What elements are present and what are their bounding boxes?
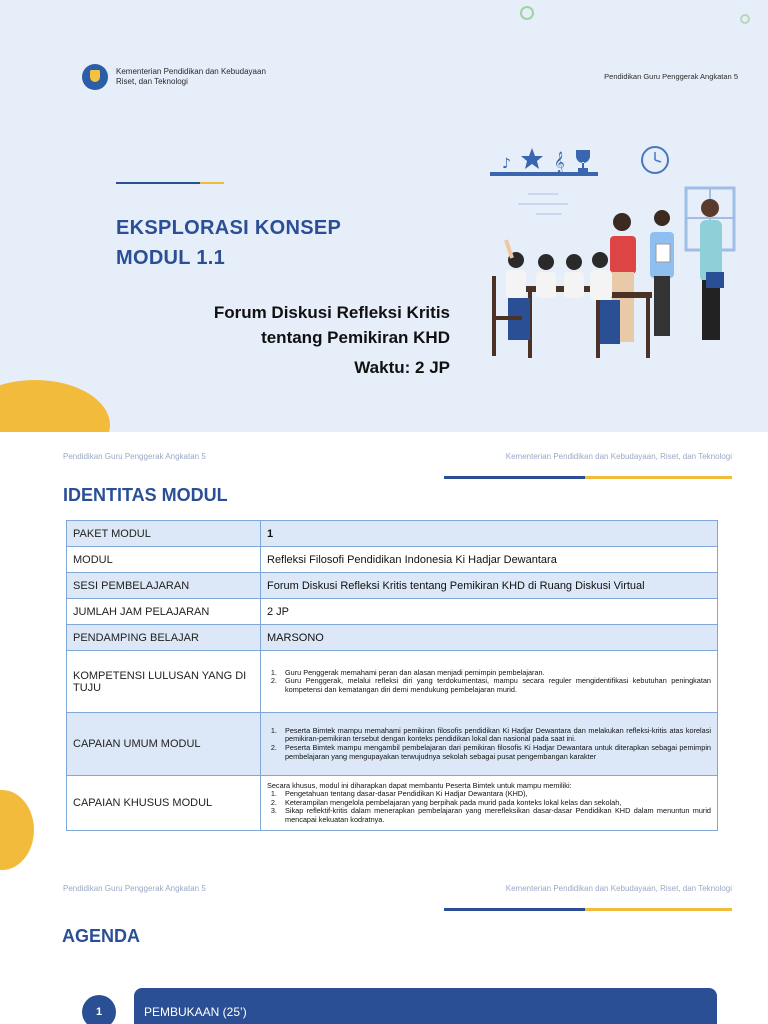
- star-trophy-icon: [521, 148, 543, 169]
- student-girl-icon: [613, 213, 631, 231]
- capaian-khusus-intro: Secara khusus, modul ini diharapkan dapat membantu Peserta Bimtek untuk mampu memiliki:: [267, 780, 572, 790]
- brick-wall-icon: [518, 194, 568, 214]
- teacher-icon: [701, 199, 719, 217]
- identitas-heading: IDENTITAS MODUL: [63, 485, 228, 505]
- note-icon: ♪: [502, 156, 511, 172]
- list-item: 1. Guru Penggerak memahami peran dan alasan menjadi pemimpin pembelajaran.: [279, 669, 711, 678]
- table-key: PAKET MODUL: [67, 521, 261, 547]
- table-row: [67, 573, 718, 599]
- agenda-heading: AGENDA: [62, 926, 141, 946]
- table-key: MODUL: [67, 547, 261, 573]
- page-header: [0, 452, 768, 482]
- cover-title-line2: MODUL 1.1: [116, 247, 226, 269]
- page-header-program: Pendidikan Guru Penggerak Angkatan 5: [63, 452, 206, 461]
- ministry-name-line1: Kementerian Pendidikan dan Kebudayaan: [116, 67, 266, 76]
- table-row: [67, 713, 718, 776]
- identitas-table: [66, 520, 718, 831]
- table-value: MARSONO: [261, 625, 718, 651]
- page-header-rule: [444, 908, 732, 911]
- list-item: 1. Peserta Bimtek mampu memahami pemikiran filosofis pendidikan Ki Hadjar Dewantara dan melakukan refleksi-kritis atas korelasi pemikiran-pemikiran tersebut dengan konteks pendidikan lokal dan nasional pada saat ini.: [279, 727, 711, 744]
- table-key: PENDAMPING BELAJAR: [67, 625, 261, 651]
- decorative-circle: [740, 14, 750, 24]
- page-header-program: Pendidikan Guru Penggerak Angkatan 5: [63, 884, 206, 893]
- list-item: 2. Guru Penggerak, melalui refleksi diri yang terdokumentasi, mampu secara reguler mengidentifikasi kebutuhan peningkatan kompetensi dan kematangan diri demi mendukung pembelajaran murid.: [279, 677, 711, 694]
- table-row: [67, 776, 718, 831]
- cover-title: [116, 213, 341, 273]
- student-boy-icon: [654, 210, 670, 226]
- list-item: 3. Sikap reflektif-kritis dalam menerapkan pembelajaran yang merefleksikan dasar-dasar Pendidikan KHD dalam menuntun murid mencapai kekuatan kodratnya.: [279, 807, 711, 824]
- table-value: [261, 713, 718, 776]
- table-row: [67, 547, 718, 573]
- ministry-logo-icon: [82, 64, 108, 90]
- table-key: KOMPETENSI LULUSAN YANG DI TUJU: [67, 651, 261, 713]
- program-name: Pendidikan Guru Penggerak Angkatan 5: [604, 72, 738, 81]
- cover-slide: [0, 0, 768, 432]
- music-note-icon: 𝄞: [554, 152, 565, 173]
- page-header-ministry: Kementerian Pendidikan dan Kebudayaan, Riset, dan Teknologi: [505, 884, 732, 893]
- cover-subtitle-line2: tentang Pemikiran KHD: [261, 328, 450, 347]
- classroom-illustration: [488, 140, 748, 365]
- cup-trophy-icon: [576, 150, 590, 172]
- capaian-khusus-list: [279, 790, 711, 824]
- ministry-branding: [82, 64, 276, 90]
- list-item: 1. Pengetahuan tentang dasar-dasar Pendidikan Ki Hadjar Dewantara (KHD),: [279, 790, 711, 799]
- table-value: Forum Diskusi Refleksi Kritis tentang Pemikiran KHD di Ruang Diskusi Virtual: [261, 573, 718, 599]
- cover-title-line1: EKSPLORASI KONSEP: [116, 217, 342, 239]
- session-time: Waktu: 2 JP: [354, 358, 450, 377]
- table-row: [67, 651, 718, 713]
- cover-subtitle-line1: Forum Diskusi Refleksi Kritis: [213, 303, 450, 322]
- table-row: [67, 599, 718, 625]
- ministry-name: [116, 67, 276, 87]
- kompetensi-list: [279, 669, 711, 695]
- agenda-item: [134, 988, 717, 1024]
- page-header-ministry: Kementerian Pendidikan dan Kebudayaan, Riset, dan Teknologi: [505, 452, 732, 461]
- ministry-name-line2: Riset, dan Teknologi: [116, 77, 188, 86]
- table-key: CAPAIAN KHUSUS MODUL: [67, 776, 261, 831]
- table-value: Refleksi Filosofi Pendidikan Indonesia Ki Hadjar Dewantara: [261, 547, 718, 573]
- agenda-item-label: PEMBUKAAN (25’): [144, 1005, 247, 1019]
- table-row: [67, 625, 718, 651]
- decorative-circle: [520, 6, 534, 20]
- table-key: CAPAIAN UMUM MODUL: [67, 713, 261, 776]
- table-key: SESI PEMBELAJARAN: [67, 573, 261, 599]
- table-row: [67, 521, 718, 547]
- page-header-rule: [444, 476, 732, 479]
- table-value: [261, 651, 718, 713]
- page-header: [0, 884, 768, 914]
- agenda-item-number: 1: [82, 995, 116, 1024]
- table-value: 2 JP: [261, 599, 718, 625]
- title-rule: [116, 182, 224, 184]
- cover-subtitle: [214, 300, 450, 350]
- table-value: [261, 776, 718, 831]
- shelf-icon: [490, 172, 598, 176]
- capaian-umum-list: [279, 727, 711, 761]
- decorative-blob: [0, 790, 34, 870]
- list-item: 2. Peserta Bimtek mampu mengambil pembelajaran dari pemikiran filosofis Ki Hadjar Dewantara untuk diterapkan sebagai pemimpin pembelajaran yang mengupayakan terwujudnya sekolah sebagai pusat pengembangan karakter: [279, 744, 711, 761]
- decorative-blob: [0, 380, 110, 432]
- table-value: 1: [261, 521, 718, 547]
- table-key: JUMLAH JAM PELAJARAN: [67, 599, 261, 625]
- list-item: 2. Keterampilan mengelola pembelajaran yang berpihak pada murid pada konteks lokal kelas dan sekolah,: [279, 799, 711, 808]
